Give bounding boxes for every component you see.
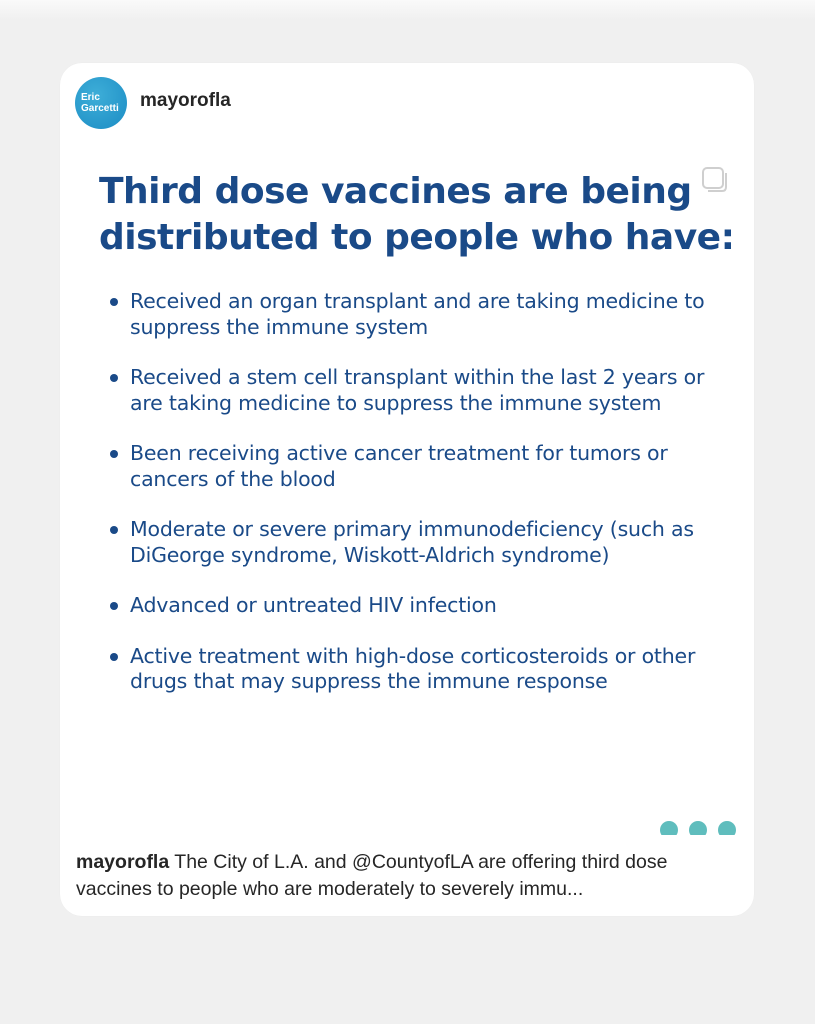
post-image[interactable] bbox=[60, 141, 754, 835]
avatar-text-line1: Eric bbox=[81, 92, 100, 103]
bullet-dot bbox=[110, 653, 118, 661]
image-headline: Third dose vaccines are being distributed to people who have: bbox=[99, 171, 735, 258]
avatar-text-line2: Garcetti bbox=[81, 103, 119, 114]
post-username[interactable]: mayorofla bbox=[140, 90, 231, 111]
list-item-text: Received an organ transplant and are taking medicine to suppress the immune system bbox=[130, 289, 705, 339]
list-item bbox=[110, 517, 710, 568]
bullet-dot bbox=[110, 450, 118, 458]
post-header bbox=[60, 63, 754, 141]
bullet-dot bbox=[110, 374, 118, 382]
bullet-dot bbox=[110, 298, 118, 306]
decor-dot bbox=[718, 821, 736, 835]
decor-dot bbox=[660, 821, 678, 835]
avatar[interactable] bbox=[75, 77, 127, 129]
list-item-text: Active treatment with high-dose corticosteroids or other drugs that may suppress the immune response bbox=[130, 643, 696, 693]
caption-username[interactable]: mayorofla bbox=[76, 851, 170, 873]
list-item bbox=[110, 289, 710, 340]
list-item-text: Been receiving active cancer treatment for tumors or cancers of the blood bbox=[130, 441, 668, 491]
bullet-dot bbox=[110, 602, 118, 610]
bullet-dot bbox=[110, 526, 118, 534]
caption-text: The City of L.A. and @CountyofLA are offering third dose vaccines to people who are moderately to severely immu... bbox=[76, 851, 668, 900]
list-item-text: Advanced or untreated HIV infection bbox=[130, 593, 497, 617]
eligibility-list bbox=[110, 289, 710, 720]
decor-dot bbox=[689, 821, 707, 835]
decorative-dots bbox=[660, 821, 740, 835]
list-item bbox=[110, 644, 710, 695]
top-strip bbox=[0, 0, 815, 20]
post-caption[interactable] bbox=[76, 849, 738, 903]
list-item-text: Received a stem cell transplant within the last 2 years or are taking medicine to suppress the immune system bbox=[130, 365, 705, 415]
list-item-text: Moderate or severe primary immunodeficiency (such as DiGeorge syndrome, Wiskott-Aldrich syndrome) bbox=[130, 517, 694, 567]
post-card bbox=[60, 63, 754, 916]
list-item bbox=[110, 593, 710, 619]
list-item bbox=[110, 365, 710, 416]
list-item bbox=[110, 441, 710, 492]
multi-select-icon[interactable] bbox=[700, 165, 728, 193]
